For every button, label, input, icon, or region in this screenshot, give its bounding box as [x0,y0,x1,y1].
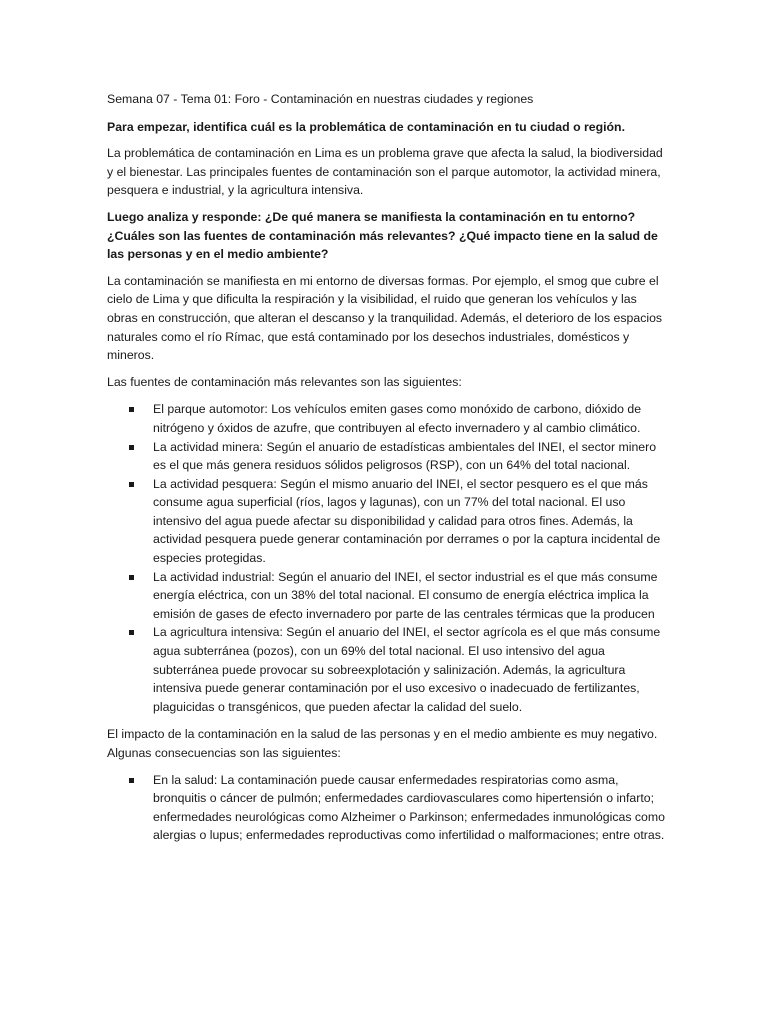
answer-1: La problemática de contaminación en Lima es un problema grave que afecta la salud, la biodiversidad y el bienestar. Las principales fuentes de contaminación son el parque automotor, la actividad minera, pesquera e industrial, y la agricultura intensiva. [107,146,663,198]
list-item [107,771,667,845]
list-item-text: En la salud: La contaminación puede causar enfermedades respiratorias como asma, bronquitis o cáncer de pulmón; enfermedades cardiovasculares como hipertensión o infarto; enfermedades neurológicas como Alzheimer o Parkinson; enfermedades inmunológicas como alergias o lupus; enfermedades reproductivas como infertilidad o malformaciones; entre otras. [153,772,665,843]
list-item-text: La actividad minera: Según el anuario de estadísticas ambientales del INEI, el sector minero es el que más genera residuos sólidos peligrosos (RSP), con un 64% del total nacional. [153,439,657,473]
bullet-icon [129,445,134,450]
document-header: Semana 07 - Tema 01: Foro - Contaminación en nuestras ciudades y regiones [107,92,534,106]
sources-list [107,400,667,716]
question-1: Para empezar, identifica cuál es la problemática de contaminación en tu ciudad o región. [107,119,625,134]
document-page [107,90,667,854]
list-item [107,438,667,475]
list-item-text: El parque automotor: Los vehículos emiten gases como monóxido de carbono, dióxido de nitrógeno y óxidos de azufre, que contribuyen al efecto invernadero y al cambio climático. [153,402,642,435]
bullet-icon [129,630,134,635]
list-item-text: La actividad industrial: Según el anuario del INEI, el sector industrial es el que más consume energía eléctrica, con un 38% del total nacional. El consumo de energía eléctrica implica la emisión de gases de efecto invernadero por parte de las centrales térmicas que la producen [153,569,658,621]
sources-intro: Las fuentes de contaminación más relevantes son las siguientes: [107,374,462,389]
list-item-text: La agricultura intensiva: Según el anuario del INEI, el sector agrícola es el que más consume agua subterránea (pozos), con un 69% del total nacional. El uso intensivo del agua subterránea puede provocar su sobreexplotación y salinización. Además, la agricultura intensiva puede generar contaminación por el uso excesivo o inadecuado de fertilizantes, plaguicidas o transgénicos, que pueden afectar la calidad del suelo. [153,625,661,714]
list-item [107,623,667,716]
impacts-list [107,771,667,845]
bullet-icon [129,482,134,487]
list-item [107,568,667,624]
list-item-text: La actividad pesquera: Según el mismo anuario del INEI, el sector pesquero es el que más consume agua superficial (ríos, lagos y lagunas), con un 77% del total nacional. El uso intensivo del agua puede afectar su disponibilidad y calidad para otros fines. Además, la actividad pesquera puede generar contaminación por derrames o por la captura incidental de especies protegidas. [153,476,661,566]
list-item [107,400,667,437]
list-item [107,475,667,568]
bullet-icon [129,575,134,580]
bullet-icon [129,407,134,412]
impact-intro: El impacto de la contaminación en la salud de las personas y en el medio ambiente es muy negativo. Algunas consecuencias son las siguientes: [107,727,658,760]
answer-2: La contaminación se manifiesta en mi entorno de diversas formas. Por ejemplo, el smog que cubre el cielo de Lima y que dificulta la respiración y la visibilidad, el ruido que generan los vehículos y las obras en construcción, que alteran el descanso y la tranquilidad. Además, el deterioro de los espacios naturales como el río Rímac, que está contaminado por los desechos industriales, domésticos y mineros. [107,273,663,363]
question-2: Luego analiza y responde: ¿De qué manera se manifiesta la contaminación en tu entorno? ¿Cuáles son las fuentes de contaminación más relevantes? ¿Qué impacto tiene en la salud de las personas y en el medio ambiente? [107,209,658,262]
bullet-icon [129,778,134,783]
